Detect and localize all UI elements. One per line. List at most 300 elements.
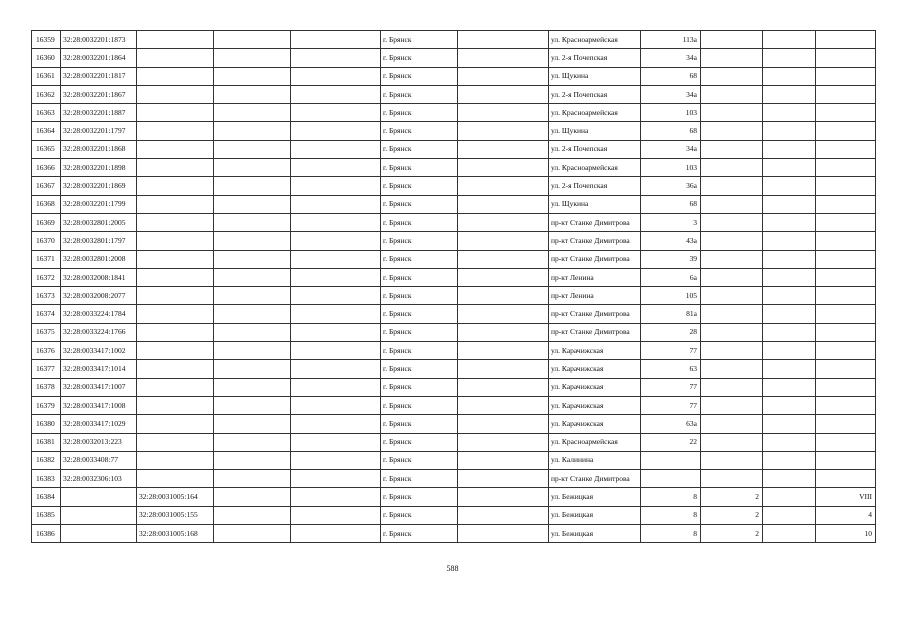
cell-col12 — [816, 31, 876, 49]
cell-city: г. Брянск — [381, 268, 458, 286]
cell-cadastral-number-alt — [137, 378, 214, 396]
cell-col12 — [816, 177, 876, 195]
cell-house-number: 6а — [641, 268, 701, 286]
cell-empty — [763, 232, 816, 250]
cell-empty — [763, 323, 816, 341]
cell-empty — [214, 506, 291, 524]
cell-empty — [458, 470, 549, 488]
cell-street: пр-кт Ленина — [549, 287, 641, 305]
cell-cadastral-number-alt — [137, 451, 214, 469]
cell-empty — [214, 396, 291, 414]
cell-house-number: 105 — [641, 287, 701, 305]
cell-empty — [458, 506, 549, 524]
cell-cadastral-number: 32:28:0033417:1029 — [61, 415, 137, 433]
cell-col12 — [816, 342, 876, 360]
cell-house-number: 34а — [641, 140, 701, 158]
cell-col10 — [701, 213, 763, 231]
cell-city: г. Брянск — [381, 360, 458, 378]
cell-empty — [291, 506, 381, 524]
cell-cadastral-number: 32:28:0032201:1797 — [61, 122, 137, 140]
table-body — [32, 31, 876, 543]
cell-col10 — [701, 268, 763, 286]
cell-number: 16375 — [32, 323, 61, 341]
cell-cadastral-number: 32:28:0032008:2077 — [61, 287, 137, 305]
cell-empty — [291, 378, 381, 396]
cell-empty — [214, 104, 291, 122]
cell-empty — [291, 85, 381, 103]
cell-cadastral-number-alt — [137, 342, 214, 360]
cell-empty — [214, 85, 291, 103]
cell-empty — [291, 305, 381, 323]
cell-cadastral-number: 32:28:0033408:77 — [61, 451, 137, 469]
cell-col12 — [816, 415, 876, 433]
cell-empty — [214, 232, 291, 250]
cell-house-number: 43а — [641, 232, 701, 250]
cell-cadastral-number-alt — [137, 323, 214, 341]
cell-cadastral-number: 32:28:0032201:1864 — [61, 49, 137, 67]
cell-empty — [214, 67, 291, 85]
cell-cadastral-number — [61, 506, 137, 524]
cell-street: ул. 2-я Почепская — [549, 140, 641, 158]
cell-empty — [458, 31, 549, 49]
cell-number: 16381 — [32, 433, 61, 451]
cell-city: г. Брянск — [381, 451, 458, 469]
cell-empty — [458, 122, 549, 140]
cell-empty — [214, 433, 291, 451]
cell-empty — [214, 378, 291, 396]
cell-empty — [291, 195, 381, 213]
cell-cadastral-number: 32:28:0032013:223 — [61, 433, 137, 451]
cell-cadastral-number-alt — [137, 122, 214, 140]
cell-col12 — [816, 378, 876, 396]
cell-street: ул. Карачижская — [549, 342, 641, 360]
cell-city: г. Брянск — [381, 31, 458, 49]
cell-house-number: 77 — [641, 378, 701, 396]
cell-city: г. Брянск — [381, 470, 458, 488]
cell-cadastral-number: 32:28:0032801:2005 — [61, 213, 137, 231]
table-row — [32, 250, 876, 268]
cell-col10 — [701, 232, 763, 250]
table-row — [32, 122, 876, 140]
cell-empty — [458, 195, 549, 213]
cell-col10 — [701, 287, 763, 305]
cell-house-number: 39 — [641, 250, 701, 268]
cell-cadastral-number: 32:28:0032201:1799 — [61, 195, 137, 213]
cell-house-number: 77 — [641, 396, 701, 414]
cell-street: ул. Калинина — [549, 451, 641, 469]
cell-city: г. Брянск — [381, 415, 458, 433]
cell-empty — [291, 49, 381, 67]
cell-house-number: 36а — [641, 177, 701, 195]
cell-col12 — [816, 451, 876, 469]
cell-empty — [458, 140, 549, 158]
cell-city: г. Брянск — [381, 305, 458, 323]
cell-empty — [458, 177, 549, 195]
cell-empty — [291, 342, 381, 360]
cell-col12 — [816, 268, 876, 286]
cell-street: ул. Карачижская — [549, 396, 641, 414]
cell-number: 16380 — [32, 415, 61, 433]
cell-cadastral-number: 32:28:0033417:1007 — [61, 378, 137, 396]
cell-street: ул. Бежицкая — [549, 525, 641, 543]
cell-number: 16367 — [32, 177, 61, 195]
cell-cadastral-number-alt — [137, 195, 214, 213]
cell-col12 — [816, 360, 876, 378]
cell-col12 — [816, 323, 876, 341]
cell-street: пр-кт Станке Димитрова — [549, 250, 641, 268]
cell-empty — [458, 415, 549, 433]
cell-empty — [214, 195, 291, 213]
cell-cadastral-number-alt — [137, 67, 214, 85]
cell-cadastral-number: 32:28:0033224:1766 — [61, 323, 137, 341]
cell-empty — [458, 159, 549, 177]
cell-col10 — [701, 470, 763, 488]
cell-empty — [763, 159, 816, 177]
cell-col10 — [701, 159, 763, 177]
cell-street: ул. Бежицкая — [549, 488, 641, 506]
cell-empty — [458, 378, 549, 396]
cell-empty — [763, 122, 816, 140]
cell-street: ул. Бежицкая — [549, 506, 641, 524]
cell-city: г. Брянск — [381, 396, 458, 414]
cell-col12 — [816, 433, 876, 451]
cell-col10 — [701, 31, 763, 49]
cell-empty — [291, 232, 381, 250]
cell-empty — [291, 140, 381, 158]
cell-cadastral-number-alt — [137, 213, 214, 231]
cell-number: 16371 — [32, 250, 61, 268]
table-row — [32, 415, 876, 433]
cell-empty — [291, 250, 381, 268]
cell-house-number — [641, 451, 701, 469]
table-row — [32, 195, 876, 213]
cell-cadastral-number-alt — [137, 470, 214, 488]
cell-empty — [458, 396, 549, 414]
cell-empty — [214, 268, 291, 286]
cell-number: 16365 — [32, 140, 61, 158]
cell-number: 16366 — [32, 159, 61, 177]
cell-cadastral-number-alt — [137, 232, 214, 250]
cell-cadastral-number-alt — [137, 250, 214, 268]
table-row — [32, 67, 876, 85]
cell-cadastral-number-alt: 32:28:0031005:155 — [137, 506, 214, 524]
cell-street: ул. Красноармейская — [549, 159, 641, 177]
cell-house-number: 68 — [641, 67, 701, 85]
cell-city: г. Брянск — [381, 67, 458, 85]
cell-city: г. Брянск — [381, 232, 458, 250]
cell-empty — [214, 470, 291, 488]
cell-number: 16378 — [32, 378, 61, 396]
cell-house-number: 77 — [641, 342, 701, 360]
cell-empty — [214, 323, 291, 341]
cell-city: г. Брянск — [381, 104, 458, 122]
cell-col12 — [816, 287, 876, 305]
cell-cadastral-number-alt — [137, 49, 214, 67]
cell-col10 — [701, 360, 763, 378]
cell-house-number — [641, 470, 701, 488]
cell-cadastral-number-alt — [137, 396, 214, 414]
cell-empty — [458, 268, 549, 286]
table-row — [32, 488, 876, 506]
cell-city: г. Брянск — [381, 177, 458, 195]
cell-cadastral-number: 32:28:0032201:1867 — [61, 85, 137, 103]
cell-house-number: 63а — [641, 415, 701, 433]
cell-number: 16370 — [32, 232, 61, 250]
table-row — [32, 396, 876, 414]
cell-cadastral-number: 32:28:0032008:1841 — [61, 268, 137, 286]
cell-cadastral-number-alt: 32:28:0031005:168 — [137, 525, 214, 543]
cell-number: 16382 — [32, 451, 61, 469]
cell-cadastral-number: 32:28:0033224:1784 — [61, 305, 137, 323]
cell-empty — [763, 67, 816, 85]
table-row — [32, 451, 876, 469]
cell-cadastral-number-alt — [137, 140, 214, 158]
cell-empty — [763, 488, 816, 506]
cell-cadastral-number-alt — [137, 415, 214, 433]
cell-number: 16386 — [32, 525, 61, 543]
cell-city: г. Брянск — [381, 213, 458, 231]
cell-house-number: 28 — [641, 323, 701, 341]
table-row — [32, 31, 876, 49]
cell-street: ул. Карачижская — [549, 415, 641, 433]
cell-empty — [214, 451, 291, 469]
cell-empty — [291, 159, 381, 177]
cell-empty — [214, 159, 291, 177]
cell-empty — [458, 213, 549, 231]
cell-street: ул. 2-я Почепская — [549, 85, 641, 103]
cell-empty — [458, 67, 549, 85]
cell-col10 — [701, 433, 763, 451]
cell-city: г. Брянск — [381, 250, 458, 268]
table-row — [32, 159, 876, 177]
cell-empty — [763, 287, 816, 305]
cell-empty — [763, 378, 816, 396]
cell-col10 — [701, 378, 763, 396]
cell-col10 — [701, 415, 763, 433]
cell-street: ул. 2-я Почепская — [549, 177, 641, 195]
cell-col10 — [701, 85, 763, 103]
cell-col10 — [701, 305, 763, 323]
cell-city: г. Брянск — [381, 159, 458, 177]
cell-cadastral-number: 32:28:0033417:1014 — [61, 360, 137, 378]
cell-street: ул. Красноармейская — [549, 433, 641, 451]
cell-street: ул. Щукина — [549, 67, 641, 85]
cell-street: ул. Красноармейская — [549, 104, 641, 122]
cell-col10: 2 — [701, 506, 763, 524]
cell-house-number: 34а — [641, 49, 701, 67]
cell-col12 — [816, 195, 876, 213]
cell-empty — [458, 525, 549, 543]
cell-col10: 2 — [701, 525, 763, 543]
cell-col12 — [816, 67, 876, 85]
cell-house-number: 81а — [641, 305, 701, 323]
cell-number: 16379 — [32, 396, 61, 414]
cell-house-number: 113а — [641, 31, 701, 49]
cell-empty — [763, 250, 816, 268]
cell-city: г. Брянск — [381, 49, 458, 67]
cell-col12 — [816, 232, 876, 250]
table-row — [32, 323, 876, 341]
cell-empty — [763, 177, 816, 195]
cell-col12 — [816, 470, 876, 488]
cell-city: г. Брянск — [381, 85, 458, 103]
cell-col12: VIII — [816, 488, 876, 506]
cell-house-number: 63 — [641, 360, 701, 378]
cell-empty — [291, 451, 381, 469]
cell-empty — [763, 31, 816, 49]
cell-empty — [291, 122, 381, 140]
cell-empty — [763, 305, 816, 323]
cell-empty — [291, 104, 381, 122]
cell-empty — [214, 122, 291, 140]
cell-empty — [458, 433, 549, 451]
cell-col12 — [816, 213, 876, 231]
cell-street: ул. Щукина — [549, 122, 641, 140]
data-table — [31, 30, 876, 543]
cell-city: г. Брянск — [381, 195, 458, 213]
cell-empty — [763, 470, 816, 488]
cell-cadastral-number-alt — [137, 433, 214, 451]
cell-city: г. Брянск — [381, 433, 458, 451]
cell-col12 — [816, 159, 876, 177]
cell-number: 16385 — [32, 506, 61, 524]
cell-empty — [763, 49, 816, 67]
cell-col10 — [701, 342, 763, 360]
cell-cadastral-number: 32:28:0033417:1008 — [61, 396, 137, 414]
cell-cadastral-number-alt — [137, 31, 214, 49]
cell-cadastral-number-alt — [137, 159, 214, 177]
table-row — [32, 49, 876, 67]
cell-cadastral-number-alt — [137, 177, 214, 195]
cell-empty — [458, 232, 549, 250]
cell-empty — [458, 250, 549, 268]
cell-empty — [291, 177, 381, 195]
cell-cadastral-number: 32:28:0032801:1797 — [61, 232, 137, 250]
cell-number: 16368 — [32, 195, 61, 213]
table-row — [32, 360, 876, 378]
cell-street: ул. Щукина — [549, 195, 641, 213]
cell-number: 16363 — [32, 104, 61, 122]
cell-empty — [763, 213, 816, 231]
cell-empty — [214, 415, 291, 433]
cell-number: 16364 — [32, 122, 61, 140]
cell-number: 16374 — [32, 305, 61, 323]
table-row — [32, 287, 876, 305]
cell-empty — [763, 396, 816, 414]
cell-cadastral-number-alt — [137, 287, 214, 305]
cell-empty — [291, 31, 381, 49]
cell-cadastral-number: 32:28:0032201:1873 — [61, 31, 137, 49]
cell-empty — [763, 433, 816, 451]
cell-city: г. Брянск — [381, 488, 458, 506]
cell-empty — [763, 342, 816, 360]
cell-number: 16384 — [32, 488, 61, 506]
cell-empty — [214, 213, 291, 231]
cell-col12 — [816, 305, 876, 323]
cell-street: ул. Красноармейская — [549, 31, 641, 49]
cell-city: г. Брянск — [381, 122, 458, 140]
cell-empty — [763, 360, 816, 378]
cell-col12 — [816, 85, 876, 103]
cell-empty — [763, 195, 816, 213]
cell-empty — [458, 104, 549, 122]
cell-col12 — [816, 250, 876, 268]
cell-city: г. Брянск — [381, 342, 458, 360]
cell-street: пр-кт Станке Димитрова — [549, 232, 641, 250]
cell-col10 — [701, 122, 763, 140]
table-row — [32, 342, 876, 360]
cell-number: 16373 — [32, 287, 61, 305]
table-row — [32, 305, 876, 323]
cell-street: ул. Карачижская — [549, 360, 641, 378]
cell-house-number: 103 — [641, 104, 701, 122]
cell-house-number: 68 — [641, 122, 701, 140]
cell-house-number: 3 — [641, 213, 701, 231]
table-row — [32, 232, 876, 250]
cell-col10 — [701, 250, 763, 268]
cell-street: пр-кт Станке Димитрова — [549, 213, 641, 231]
table-row — [32, 85, 876, 103]
cell-col10 — [701, 140, 763, 158]
cell-col10 — [701, 396, 763, 414]
cell-empty — [291, 415, 381, 433]
cell-cadastral-number — [61, 525, 137, 543]
cell-cadastral-number: 32:28:0032201:1898 — [61, 159, 137, 177]
cell-cadastral-number: 32:28:0032201:1817 — [61, 67, 137, 85]
cell-empty — [214, 305, 291, 323]
table-row — [32, 177, 876, 195]
cell-city: г. Брянск — [381, 506, 458, 524]
cell-number: 16372 — [32, 268, 61, 286]
cell-empty — [214, 360, 291, 378]
cell-empty — [763, 268, 816, 286]
cell-cadastral-number-alt — [137, 360, 214, 378]
cell-number: 16377 — [32, 360, 61, 378]
table-row — [32, 213, 876, 231]
cell-empty — [763, 451, 816, 469]
cell-cadastral-number-alt: 32:28:0031005:164 — [137, 488, 214, 506]
cell-empty — [458, 85, 549, 103]
cell-cadastral-number: 32:28:0032801:2008 — [61, 250, 137, 268]
cell-empty — [458, 488, 549, 506]
cell-house-number: 8 — [641, 488, 701, 506]
cell-cadastral-number-alt — [137, 104, 214, 122]
cell-col12: 10 — [816, 525, 876, 543]
cell-col10 — [701, 177, 763, 195]
cell-street: пр-кт Станке Димитрова — [549, 323, 641, 341]
cell-empty — [458, 287, 549, 305]
table-row — [32, 506, 876, 524]
cell-house-number: 103 — [641, 159, 701, 177]
cell-street: пр-кт Станке Димитрова — [549, 470, 641, 488]
cell-number: 16383 — [32, 470, 61, 488]
table-row — [32, 525, 876, 543]
cell-cadastral-number-alt — [137, 268, 214, 286]
cell-number: 16362 — [32, 85, 61, 103]
cell-street: пр-кт Ленина — [549, 268, 641, 286]
cell-number: 16360 — [32, 49, 61, 67]
cell-empty — [291, 396, 381, 414]
cell-cadastral-number: 32:28:0032201:1887 — [61, 104, 137, 122]
cell-cadastral-number: 32:28:0032201:1868 — [61, 140, 137, 158]
cell-empty — [291, 433, 381, 451]
cell-house-number: 68 — [641, 195, 701, 213]
cell-empty — [291, 470, 381, 488]
cell-city: г. Брянск — [381, 287, 458, 305]
cell-empty — [763, 506, 816, 524]
cell-empty — [291, 287, 381, 305]
cell-empty — [214, 250, 291, 268]
